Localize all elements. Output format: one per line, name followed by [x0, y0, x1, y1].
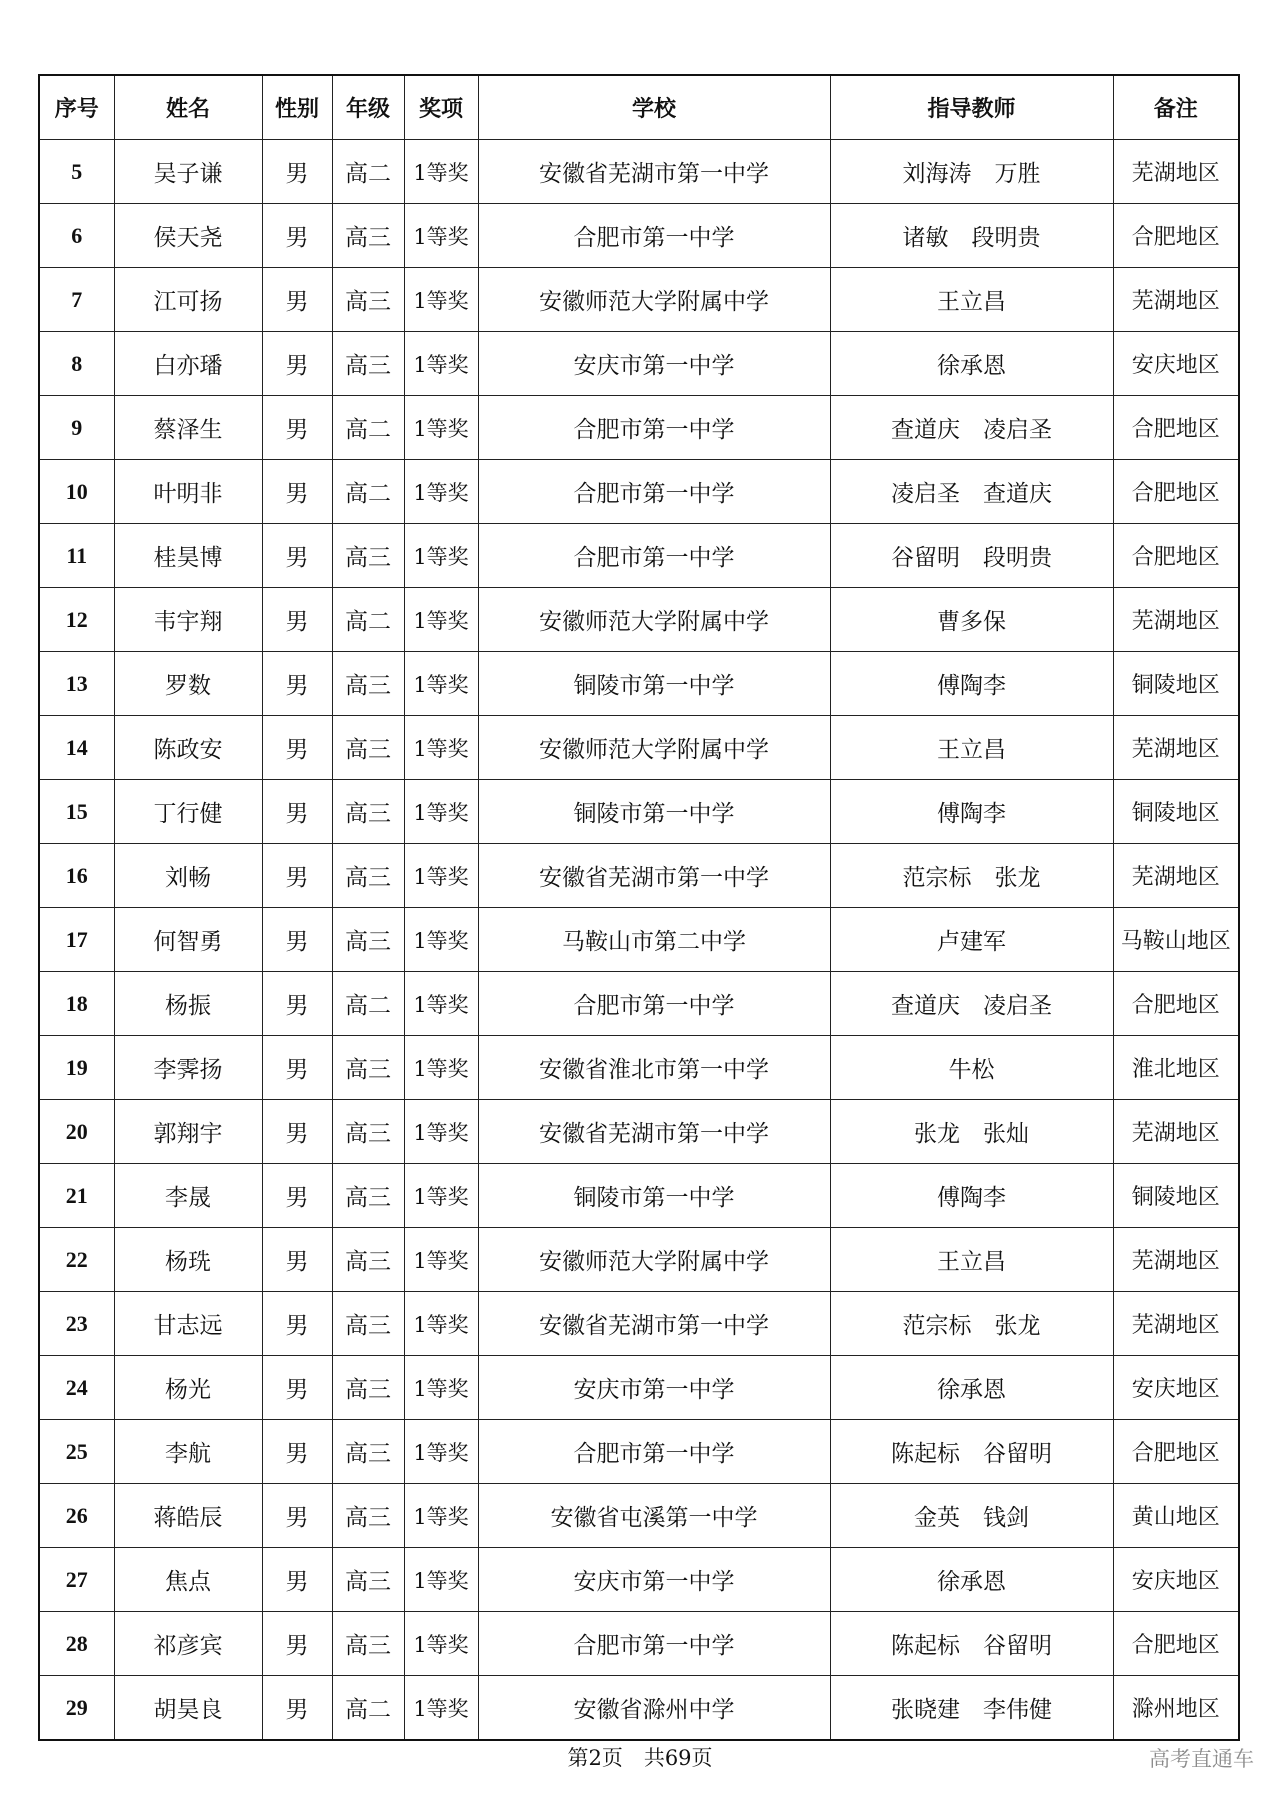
- cell-gender: 男: [262, 460, 332, 524]
- cell-gender: 男: [262, 972, 332, 1036]
- cell-name: 刘畅: [114, 844, 262, 908]
- cell-teacher: 傅陶李: [830, 780, 1113, 844]
- cell-name: 吴子谦: [114, 140, 262, 204]
- cell-school: 安徽省芜湖市第一中学: [478, 140, 830, 204]
- cell-grade: 高三: [332, 1484, 404, 1548]
- table-row: [39, 460, 1239, 524]
- cell-grade: 高三: [332, 1036, 404, 1100]
- cell-gender: 男: [262, 652, 332, 716]
- cell-grade: 高三: [332, 652, 404, 716]
- header-award: 奖项: [404, 75, 478, 140]
- cell-teacher: 谷留明 段明贵: [830, 524, 1113, 588]
- cell-teacher: 曹多保: [830, 588, 1113, 652]
- cell-name: 杨振: [114, 972, 262, 1036]
- cell-name: 杨珗: [114, 1228, 262, 1292]
- cell-index: 24: [39, 1356, 114, 1420]
- cell-teacher: 王立昌: [830, 1228, 1113, 1292]
- cell-name: 李航: [114, 1420, 262, 1484]
- cell-remark: 马鞍山地区: [1113, 908, 1239, 972]
- cell-name: 何智勇: [114, 908, 262, 972]
- table-row: [39, 1036, 1239, 1100]
- cell-remark: 芜湖地区: [1113, 1228, 1239, 1292]
- cell-award: 1等奖: [404, 1100, 478, 1164]
- cell-award: 1等奖: [404, 1420, 478, 1484]
- cell-gender: 男: [262, 1036, 332, 1100]
- cell-name: 祁彦宾: [114, 1612, 262, 1676]
- cell-award: 1等奖: [404, 1548, 478, 1612]
- cell-gender: 男: [262, 332, 332, 396]
- cell-remark: 安庆地区: [1113, 1356, 1239, 1420]
- cell-school: 合肥市第一中学: [478, 972, 830, 1036]
- cell-index: 11: [39, 524, 114, 588]
- cell-teacher: 范宗标 张龙: [830, 844, 1113, 908]
- cell-remark: 芜湖地区: [1113, 1100, 1239, 1164]
- table-header-row: [39, 75, 1239, 140]
- cell-gender: 男: [262, 844, 332, 908]
- cell-remark: 芜湖地区: [1113, 1292, 1239, 1356]
- table-row: [39, 1676, 1239, 1741]
- cell-school: 安徽省芜湖市第一中学: [478, 1292, 830, 1356]
- table-row: [39, 1228, 1239, 1292]
- cell-remark: 合肥地区: [1113, 204, 1239, 268]
- cell-award: 1等奖: [404, 396, 478, 460]
- cell-index: 7: [39, 268, 114, 332]
- cell-school: 铜陵市第一中学: [478, 1164, 830, 1228]
- table-row: [39, 204, 1239, 268]
- cell-name: 甘志远: [114, 1292, 262, 1356]
- table-row: [39, 140, 1239, 204]
- cell-award: 1等奖: [404, 588, 478, 652]
- table-row: [39, 652, 1239, 716]
- cell-school: 合肥市第一中学: [478, 524, 830, 588]
- cell-name: 叶明非: [114, 460, 262, 524]
- cell-school: 安徽省屯溪第一中学: [478, 1484, 830, 1548]
- cell-award: 1等奖: [404, 1228, 478, 1292]
- cell-teacher: 刘海涛 万胜: [830, 140, 1113, 204]
- cell-grade: 高二: [332, 460, 404, 524]
- cell-award: 1等奖: [404, 1484, 478, 1548]
- cell-index: 20: [39, 1100, 114, 1164]
- cell-school: 安徽省芜湖市第一中学: [478, 1100, 830, 1164]
- cell-remark: 淮北地区: [1113, 1036, 1239, 1100]
- cell-index: 29: [39, 1676, 114, 1741]
- cell-index: 28: [39, 1612, 114, 1676]
- table-row: [39, 780, 1239, 844]
- cell-grade: 高三: [332, 1228, 404, 1292]
- cell-name: 杨光: [114, 1356, 262, 1420]
- cell-school: 合肥市第一中学: [478, 396, 830, 460]
- header-index: 序号: [39, 75, 114, 140]
- cell-teacher: 王立昌: [830, 716, 1113, 780]
- cell-school: 安徽省滁州中学: [478, 1676, 830, 1741]
- cell-gender: 男: [262, 1292, 332, 1356]
- cell-grade: 高二: [332, 396, 404, 460]
- cell-school: 铜陵市第一中学: [478, 780, 830, 844]
- cell-school: 安庆市第一中学: [478, 1356, 830, 1420]
- cell-grade: 高三: [332, 524, 404, 588]
- cell-remark: 合肥地区: [1113, 396, 1239, 460]
- cell-school: 安徽省淮北市第一中学: [478, 1036, 830, 1100]
- cell-award: 1等奖: [404, 524, 478, 588]
- cell-school: 合肥市第一中学: [478, 204, 830, 268]
- cell-index: 23: [39, 1292, 114, 1356]
- cell-teacher: 徐承恩: [830, 1356, 1113, 1420]
- cell-teacher: 徐承恩: [830, 332, 1113, 396]
- cell-index: 25: [39, 1420, 114, 1484]
- cell-index: 9: [39, 396, 114, 460]
- cell-school: 安徽师范大学附属中学: [478, 716, 830, 780]
- cell-teacher: 王立昌: [830, 268, 1113, 332]
- table-row: [39, 972, 1239, 1036]
- cell-grade: 高三: [332, 1292, 404, 1356]
- cell-index: 22: [39, 1228, 114, 1292]
- table-body: [39, 140, 1239, 1741]
- cell-gender: 男: [262, 268, 332, 332]
- cell-gender: 男: [262, 396, 332, 460]
- cell-teacher: 张晓建 李伟健: [830, 1676, 1113, 1741]
- cell-award: 1等奖: [404, 332, 478, 396]
- header-school: 学校: [478, 75, 830, 140]
- award-table: [38, 74, 1240, 1741]
- cell-name: 江可扬: [114, 268, 262, 332]
- cell-index: 10: [39, 460, 114, 524]
- cell-remark: 安庆地区: [1113, 332, 1239, 396]
- cell-remark: 安庆地区: [1113, 1548, 1239, 1612]
- cell-remark: 芜湖地区: [1113, 588, 1239, 652]
- header-remark: 备注: [1113, 75, 1239, 140]
- header-name: 姓名: [114, 75, 262, 140]
- cell-index: 19: [39, 1036, 114, 1100]
- cell-gender: 男: [262, 716, 332, 780]
- cell-teacher: 徐承恩: [830, 1548, 1113, 1612]
- cell-school: 铜陵市第一中学: [478, 652, 830, 716]
- table-row: [39, 1164, 1239, 1228]
- cell-index: 14: [39, 716, 114, 780]
- cell-gender: 男: [262, 1100, 332, 1164]
- cell-grade: 高三: [332, 1612, 404, 1676]
- cell-name: 韦宇翔: [114, 588, 262, 652]
- cell-award: 1等奖: [404, 716, 478, 780]
- cell-remark: 滁州地区: [1113, 1676, 1239, 1741]
- cell-index: 13: [39, 652, 114, 716]
- cell-name: 陈政安: [114, 716, 262, 780]
- cell-teacher: 诸敏 段明贵: [830, 204, 1113, 268]
- cell-gender: 男: [262, 204, 332, 268]
- cell-grade: 高三: [332, 1548, 404, 1612]
- table-row: [39, 332, 1239, 396]
- cell-grade: 高三: [332, 780, 404, 844]
- cell-index: 12: [39, 588, 114, 652]
- cell-award: 1等奖: [404, 1292, 478, 1356]
- cell-index: 6: [39, 204, 114, 268]
- cell-remark: 芜湖地区: [1113, 716, 1239, 780]
- table-row: [39, 844, 1239, 908]
- header-grade: 年级: [332, 75, 404, 140]
- cell-remark: 铜陵地区: [1113, 1164, 1239, 1228]
- cell-name: 李晟: [114, 1164, 262, 1228]
- cell-grade: 高三: [332, 268, 404, 332]
- cell-remark: 芜湖地区: [1113, 268, 1239, 332]
- cell-index: 15: [39, 780, 114, 844]
- cell-gender: 男: [262, 780, 332, 844]
- table-row: [39, 1356, 1239, 1420]
- cell-teacher: 范宗标 张龙: [830, 1292, 1113, 1356]
- cell-grade: 高三: [332, 908, 404, 972]
- cell-gender: 男: [262, 1548, 332, 1612]
- cell-school: 安徽省芜湖市第一中学: [478, 844, 830, 908]
- cell-grade: 高三: [332, 1420, 404, 1484]
- cell-gender: 男: [262, 1164, 332, 1228]
- cell-remark: 芜湖地区: [1113, 140, 1239, 204]
- table-row: [39, 908, 1239, 972]
- cell-gender: 男: [262, 1228, 332, 1292]
- cell-gender: 男: [262, 1676, 332, 1741]
- cell-teacher: 凌启圣 查道庆: [830, 460, 1113, 524]
- cell-index: 17: [39, 908, 114, 972]
- cell-index: 16: [39, 844, 114, 908]
- cell-name: 白亦璠: [114, 332, 262, 396]
- cell-gender: 男: [262, 908, 332, 972]
- cell-award: 1等奖: [404, 1612, 478, 1676]
- cell-award: 1等奖: [404, 780, 478, 844]
- cell-index: 27: [39, 1548, 114, 1612]
- cell-school: 安徽师范大学附属中学: [478, 268, 830, 332]
- cell-award: 1等奖: [404, 1356, 478, 1420]
- table-row: [39, 1420, 1239, 1484]
- cell-index: 18: [39, 972, 114, 1036]
- cell-school: 安徽师范大学附属中学: [478, 588, 830, 652]
- cell-gender: 男: [262, 1612, 332, 1676]
- cell-teacher: 陈起标 谷留明: [830, 1420, 1113, 1484]
- cell-grade: 高三: [332, 204, 404, 268]
- cell-name: 蒋皓辰: [114, 1484, 262, 1548]
- cell-award: 1等奖: [404, 652, 478, 716]
- cell-teacher: 张龙 张灿: [830, 1100, 1113, 1164]
- cell-name: 郭翔宇: [114, 1100, 262, 1164]
- cell-remark: 合肥地区: [1113, 1420, 1239, 1484]
- table-row: [39, 588, 1239, 652]
- cell-name: 桂昊博: [114, 524, 262, 588]
- cell-teacher: 金英 钱剑: [830, 1484, 1113, 1548]
- cell-remark: 合肥地区: [1113, 524, 1239, 588]
- header-gender: 性别: [262, 75, 332, 140]
- cell-teacher: 傅陶李: [830, 1164, 1113, 1228]
- cell-name: 焦点: [114, 1548, 262, 1612]
- cell-grade: 高二: [332, 140, 404, 204]
- cell-index: 21: [39, 1164, 114, 1228]
- cell-award: 1等奖: [404, 972, 478, 1036]
- cell-award: 1等奖: [404, 1164, 478, 1228]
- page-number: 第2页 共69页: [567, 1746, 713, 1770]
- cell-award: 1等奖: [404, 1036, 478, 1100]
- cell-index: 26: [39, 1484, 114, 1548]
- watermark: 高考直通车: [1149, 1747, 1254, 1771]
- table-row: [39, 1100, 1239, 1164]
- cell-gender: 男: [262, 1356, 332, 1420]
- cell-grade: 高三: [332, 332, 404, 396]
- cell-name: 胡昊良: [114, 1676, 262, 1741]
- cell-gender: 男: [262, 1420, 332, 1484]
- cell-index: 5: [39, 140, 114, 204]
- cell-teacher: 陈起标 谷留明: [830, 1612, 1113, 1676]
- cell-name: 侯天尧: [114, 204, 262, 268]
- cell-school: 合肥市第一中学: [478, 1612, 830, 1676]
- cell-grade: 高二: [332, 1676, 404, 1741]
- cell-remark: 铜陵地区: [1113, 780, 1239, 844]
- table-row: [39, 396, 1239, 460]
- cell-teacher: 查道庆 凌启圣: [830, 396, 1113, 460]
- cell-name: 蔡泽生: [114, 396, 262, 460]
- cell-grade: 高三: [332, 1100, 404, 1164]
- table-row: [39, 1548, 1239, 1612]
- cell-award: 1等奖: [404, 140, 478, 204]
- cell-teacher: 牛松: [830, 1036, 1113, 1100]
- cell-remark: 铜陵地区: [1113, 652, 1239, 716]
- cell-index: 8: [39, 332, 114, 396]
- cell-teacher: 傅陶李: [830, 652, 1113, 716]
- cell-grade: 高三: [332, 1356, 404, 1420]
- cell-gender: 男: [262, 524, 332, 588]
- table-row: [39, 716, 1239, 780]
- cell-remark: 合肥地区: [1113, 972, 1239, 1036]
- cell-award: 1等奖: [404, 204, 478, 268]
- cell-award: 1等奖: [404, 908, 478, 972]
- cell-gender: 男: [262, 140, 332, 204]
- cell-remark: 芜湖地区: [1113, 844, 1239, 908]
- cell-grade: 高三: [332, 1164, 404, 1228]
- cell-school: 马鞍山市第二中学: [478, 908, 830, 972]
- cell-award: 1等奖: [404, 844, 478, 908]
- cell-remark: 黄山地区: [1113, 1484, 1239, 1548]
- cell-grade: 高三: [332, 844, 404, 908]
- cell-grade: 高二: [332, 972, 404, 1036]
- cell-name: 罗数: [114, 652, 262, 716]
- table-row: [39, 524, 1239, 588]
- cell-school: 安庆市第一中学: [478, 1548, 830, 1612]
- cell-grade: 高三: [332, 716, 404, 780]
- table-row: [39, 268, 1239, 332]
- table-row: [39, 1612, 1239, 1676]
- cell-grade: 高二: [332, 588, 404, 652]
- cell-award: 1等奖: [404, 1676, 478, 1741]
- cell-award: 1等奖: [404, 460, 478, 524]
- cell-school: 安徽师范大学附属中学: [478, 1228, 830, 1292]
- table-row: [39, 1292, 1239, 1356]
- cell-award: 1等奖: [404, 268, 478, 332]
- cell-school: 安庆市第一中学: [478, 332, 830, 396]
- cell-remark: 合肥地区: [1113, 1612, 1239, 1676]
- cell-remark: 合肥地区: [1113, 460, 1239, 524]
- cell-name: 李霁扬: [114, 1036, 262, 1100]
- cell-teacher: 卢建军: [830, 908, 1113, 972]
- header-teacher: 指导教师: [830, 75, 1113, 140]
- cell-school: 合肥市第一中学: [478, 1420, 830, 1484]
- cell-school: 合肥市第一中学: [478, 460, 830, 524]
- cell-gender: 男: [262, 588, 332, 652]
- table-row: [39, 1484, 1239, 1548]
- cell-teacher: 查道庆 凌启圣: [830, 972, 1113, 1036]
- cell-gender: 男: [262, 1484, 332, 1548]
- cell-name: 丁行健: [114, 780, 262, 844]
